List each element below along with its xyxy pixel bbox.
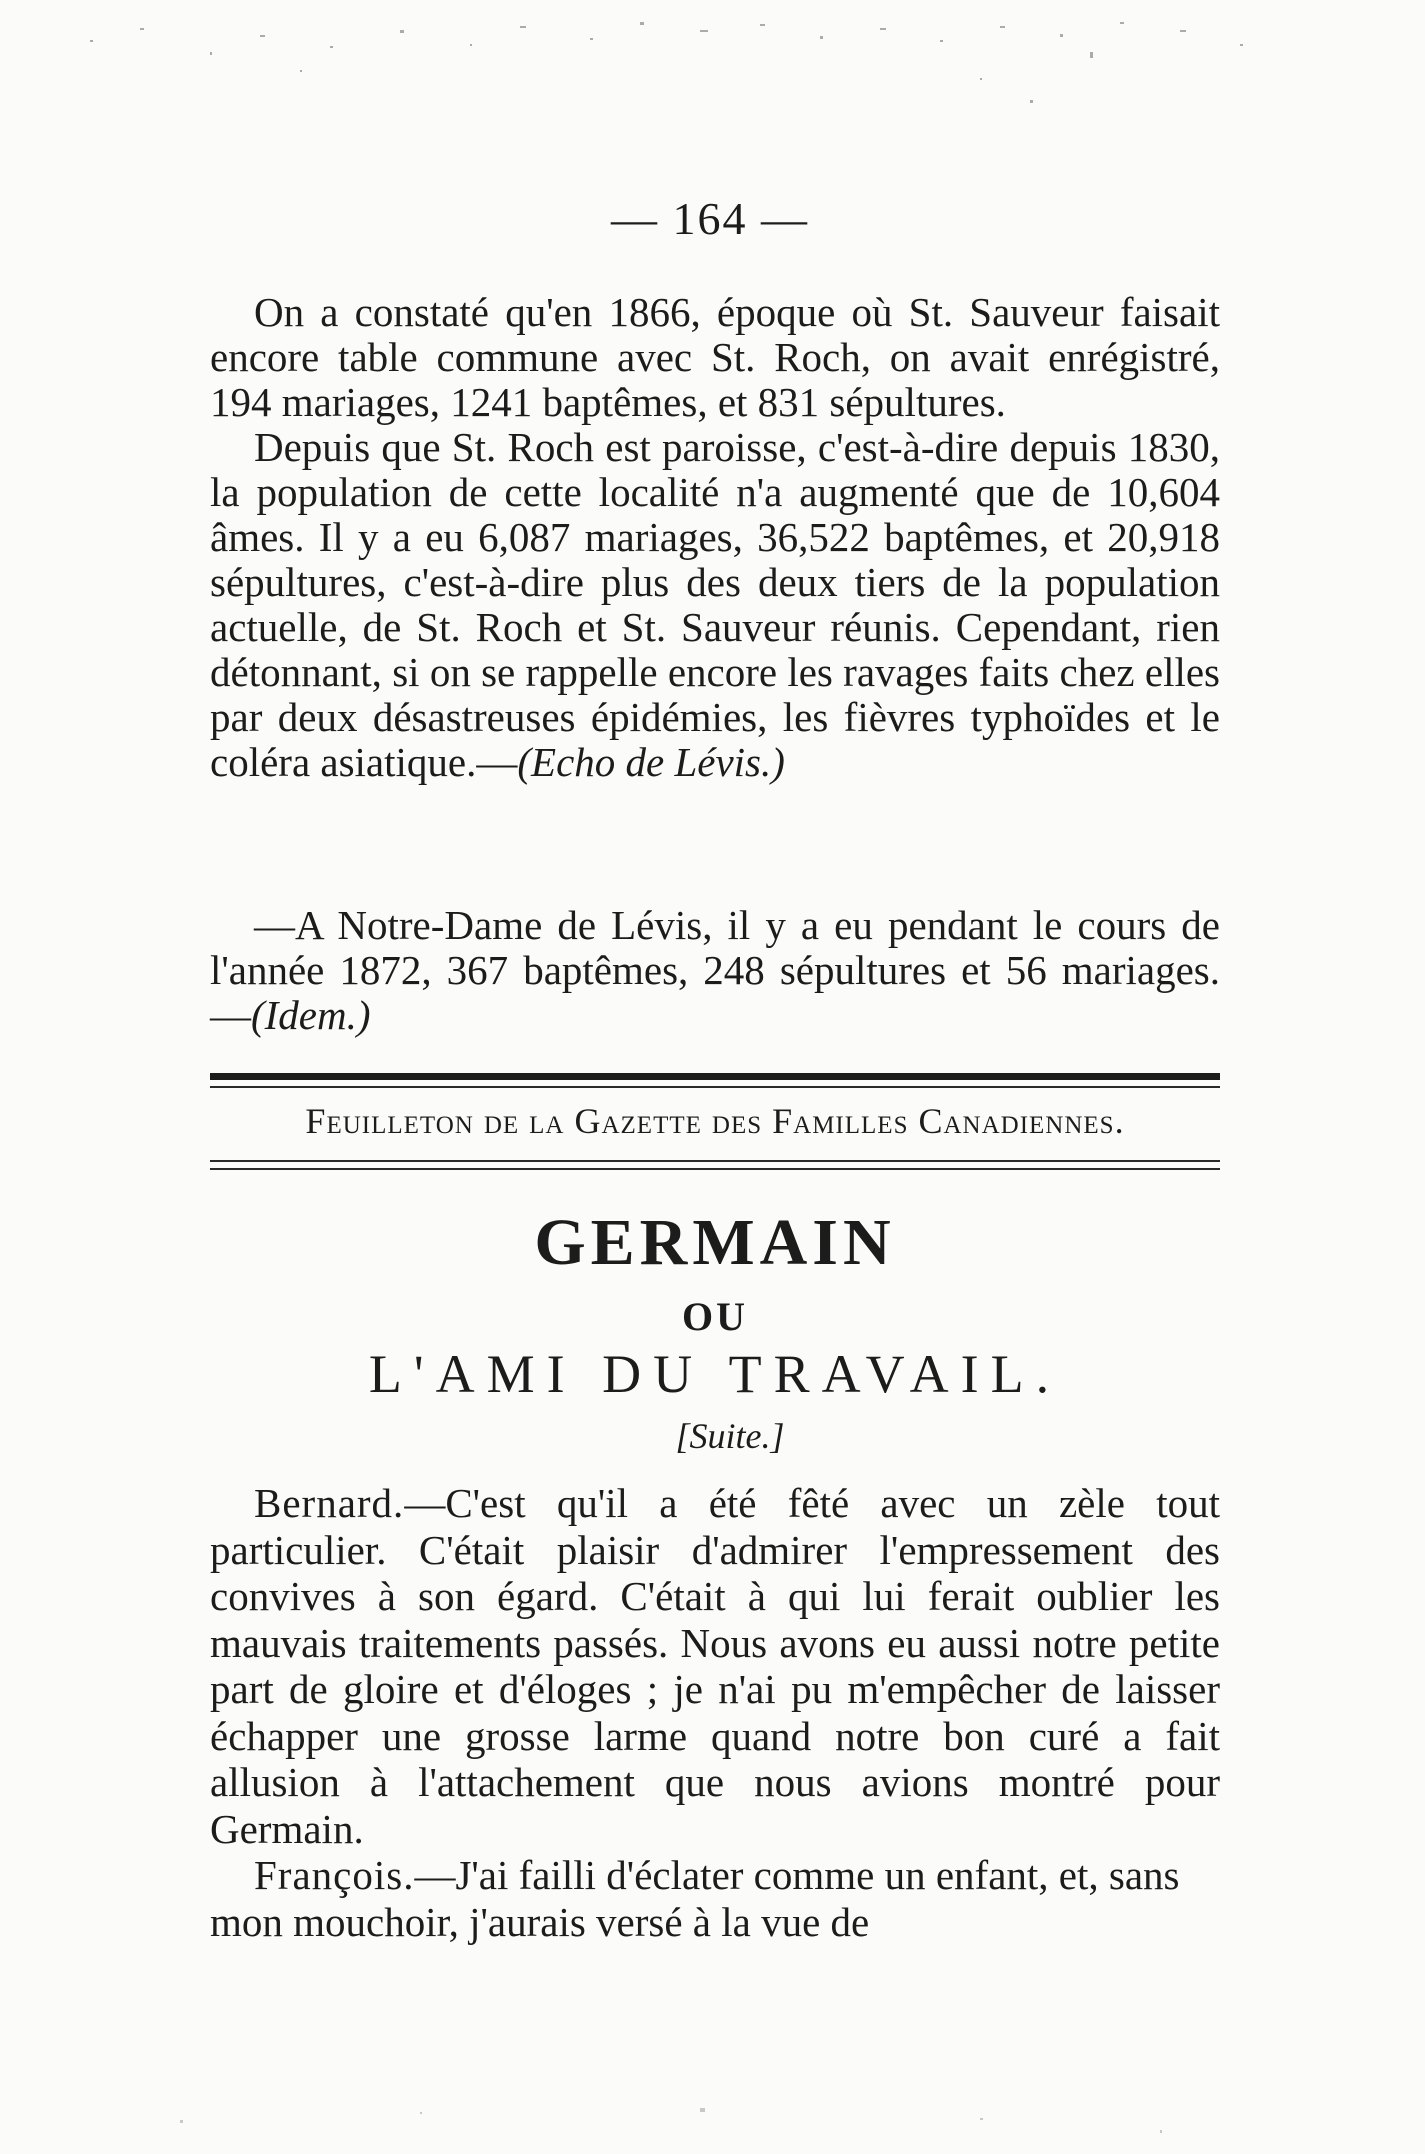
- news-text: —A Notre-Dame de Lévis, il y a eu pendant le cours de l'année 1872, 367 baptêmes, 248 sépultures et 56 mariages.—: [210, 902, 1220, 1038]
- scan-noise-top: [0, 0, 1425, 110]
- header-rule-thin: [210, 1168, 1220, 1170]
- story-body: [210, 1480, 1220, 1945]
- story-subtitle: L'AMI DU TRAVAIL.: [368, 1344, 1062, 1404]
- dialogue-paragraph: [210, 1852, 1220, 1945]
- news-paragraph: [210, 903, 1220, 1038]
- speaker-name: François.: [254, 1852, 415, 1898]
- news-paragraph: [210, 425, 1220, 785]
- news-text: Depuis que St. Roch est paroisse, c'est-à-dire depuis 1830, la population de cette localité n'a augmenté que de 10,604 âmes. Il y a eu 6,087 mariages, 36,522 baptêmes, et 20,918 sépultures, c'est-à-dire plus des deux tiers de la population actuelle, de St. Roch et St. Sauveur réunis. Cependant, rien détonnant, si on se rappelle encore les ravages faits chez elles par deux désastreuses épidémies, les fièvres typhoïdes et le coléra asiatique.—: [210, 424, 1220, 785]
- scan-noise-bottom: [0, 2100, 1425, 2154]
- news-source: (Idem.): [251, 992, 371, 1038]
- page-number: — 164 —: [611, 193, 809, 244]
- news-source: (Echo de Lévis.): [517, 739, 785, 785]
- header-rule-thin: [210, 1160, 1220, 1162]
- news-block: [210, 290, 1220, 785]
- dialogue-text: —J'ai failli d'éclater comme un enfant, et, sans mon mouchoir, j'aurais versé à la vue de: [210, 1852, 1180, 1945]
- story-conjunction: OU: [682, 1294, 748, 1339]
- dialogue-paragraph: [210, 1480, 1220, 1852]
- story-continuation: [Suite.]: [675, 1416, 785, 1456]
- news-paragraph: On a constaté qu'en 1866, époque où St. Sauveur faisait encore table commune avec St. Roch, on avait enrégistré, 194 mariages, 1241 baptêmes, et 831 sépultures.: [210, 289, 1220, 425]
- story-title: GERMAIN: [534, 1206, 896, 1279]
- feuilleton-header: Feuilleton de la Gazette des Familles Canadiennes.: [305, 1101, 1125, 1141]
- section-rule-thick: [210, 1073, 1220, 1080]
- news-block-levis: [210, 903, 1220, 1038]
- section-rule-thin: [210, 1086, 1220, 1088]
- dialogue-text: —C'est qu'il a été fêté avec un zèle tout particulier. C'était plaisir d'admirer l'empressement des convives à son égard. C'était à qui lui ferait oublier les mauvais traitements passés. Nous avons eu aussi notre petite part de gloire et d'éloges ; je n'ai pu m'empêcher de laisser échapper une grosse larme quand notre bon curé a fait allusion à l'attachement que nous avions montré pour Germain.: [210, 1480, 1220, 1852]
- speaker-name: Bernard.: [254, 1480, 405, 1526]
